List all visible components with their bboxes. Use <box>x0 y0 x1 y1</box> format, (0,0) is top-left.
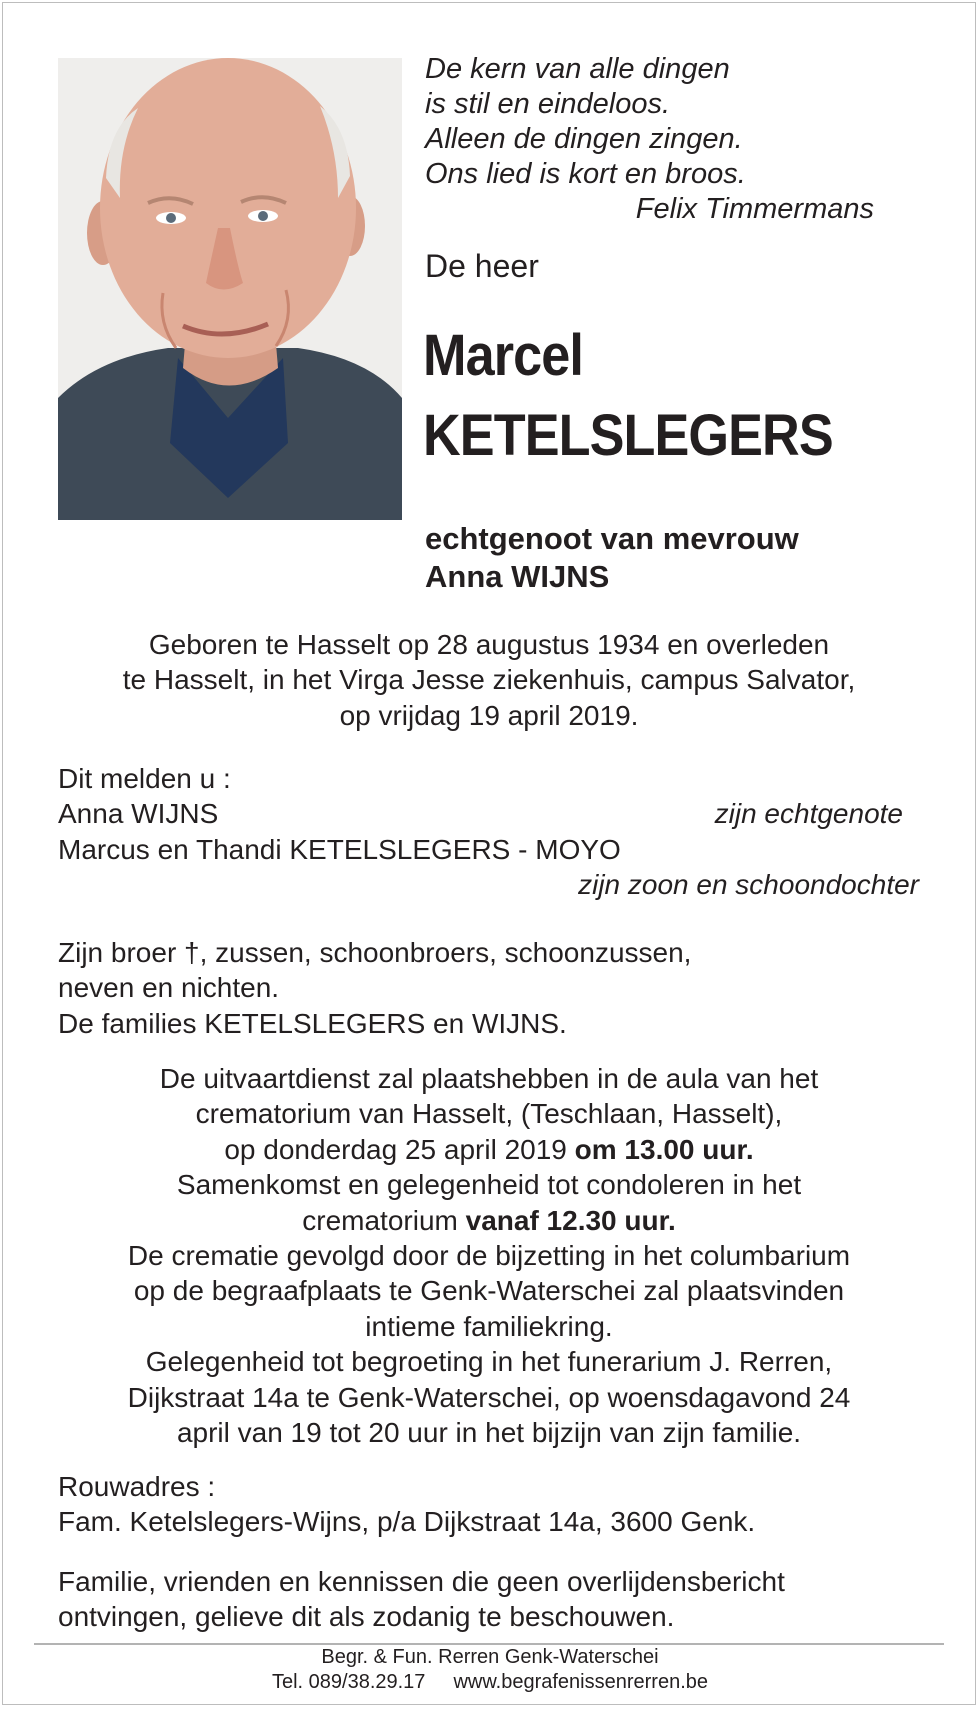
announcer-relation: zijn echtgenote <box>714 798 903 830</box>
service-time: om 13.00 uur. <box>574 1133 754 1165</box>
address-block <box>58 1469 928 1540</box>
announcer-name: Marcus en Thandi KETELSLEGERS - MOYO <box>58 833 621 865</box>
service-paragraph <box>58 1061 920 1450</box>
poem <box>425 52 885 227</box>
deceased-last-name: KETELSLEGERS <box>423 403 833 468</box>
text-fragment: crematorium <box>302 1204 458 1236</box>
text-line: De crematie gevolgd door de bijzetting in het columbarium <box>127 1240 851 1272</box>
poem-author: Felix Timmermans <box>635 193 874 225</box>
text-line: intieme familiekring. <box>365 1310 613 1342</box>
closing-paragraph <box>58 1564 928 1635</box>
birth-death-paragraph <box>58 627 920 733</box>
family-paragraph <box>58 935 928 1041</box>
announcer-row <box>58 867 919 902</box>
poem-line: Alleen de dingen zingen. <box>425 123 743 155</box>
text-line: Zijn broer †, zussen, schoonbroers, schoonzussen, <box>58 937 692 968</box>
condolence-time: vanaf 12.30 uur. <box>465 1204 676 1236</box>
text-line: Familie, vrienden en kennissen die geen overlijdensbericht <box>58 1566 785 1597</box>
deceased-first-name: Marcel <box>423 323 584 388</box>
text-line <box>58 1132 920 1167</box>
text-line: ontvingen, gelieve dit als zodanig te beschouwen. <box>58 1601 675 1633</box>
portrait-photo <box>58 58 402 520</box>
footer <box>0 1645 980 1695</box>
announcer-relation: zijn zoon en schoondochter <box>578 869 919 901</box>
spouse-name: Anna WIJNS <box>425 559 610 594</box>
text-line: De families KETELSLEGERS en WIJNS. <box>58 1007 567 1039</box>
website-link[interactable]: www.begrafenissenrerren.be <box>453 1671 709 1693</box>
announcers-intro: Dit melden u : <box>58 763 231 794</box>
spouse-line: echtgenoot van mevrouw <box>425 521 799 556</box>
address-value: Fam. Ketelslegers-Wijns, p/a Dijkstraat 14a, 3600 Genk. <box>58 1506 756 1538</box>
text-line: Samenkomst en gelegenheid tot condoleren in het <box>176 1169 802 1201</box>
text-line: De uitvaartdienst zal plaatshebben in de aula van het <box>159 1063 819 1094</box>
title-prefix: De heer <box>425 248 539 284</box>
poem-line: is stil en eindeloos. <box>425 88 671 120</box>
text-line <box>58 1203 920 1238</box>
service-date: op donderdag 25 april 2019 <box>224 1133 567 1165</box>
text-line: te Hasselt, in het Virga Jesse ziekenhuis, campus Salvator, <box>122 664 856 696</box>
announcer-name: Anna WIJNS <box>58 798 219 830</box>
text-line: neven en nichten. <box>58 972 280 1004</box>
text-line: crematorium van Hasselt, (Teschlaan, Hasselt), <box>195 1098 783 1130</box>
spouse-info <box>425 520 799 596</box>
address-label: Rouwadres : <box>58 1471 216 1502</box>
text-line: Geboren te Hasselt op 28 augustus 1934 en overleden <box>148 629 830 660</box>
text-line: op vrijdag 19 april 2019. <box>339 699 639 731</box>
text-line: Dijkstraat 14a te Genk-Waterschei, op woensdagavond 24 <box>127 1381 851 1413</box>
announcer-row <box>58 796 911 831</box>
phone-number: Tel. 089/38.29.17 <box>271 1671 426 1693</box>
text-line: april van 19 tot 20 uur in het bijzijn van zijn familie. <box>176 1417 802 1449</box>
text-line: Gelegenheid tot begroeting in het funerarium J. Rerren, <box>145 1346 833 1378</box>
funeral-company: Begr. & Fun. Rerren Genk-Waterschei <box>321 1646 659 1668</box>
announcers <box>58 761 919 903</box>
footer-contact <box>0 1670 980 1695</box>
poem-line: De kern van alle dingen <box>425 53 730 85</box>
poem-line: Ons lied is kort en broos. <box>425 158 746 190</box>
text-line: op de begraafplaats te Genk-Waterschei zal plaatsvinden <box>133 1275 845 1307</box>
